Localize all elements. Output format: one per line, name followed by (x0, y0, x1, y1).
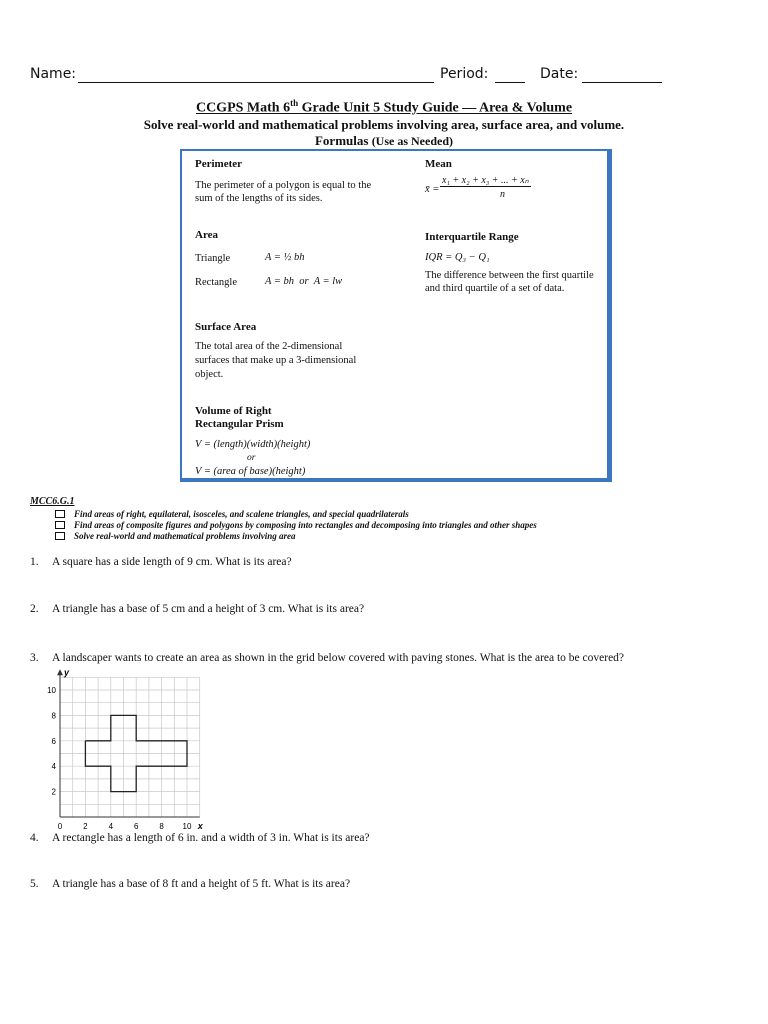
x-tick-labels (58, 822, 192, 831)
mean-heading: Mean (425, 158, 452, 170)
name-blank[interactable] (78, 82, 434, 83)
surface-text-2: surfaces that make up a 3-dimensional (195, 355, 357, 366)
surface-text-1: The total area of the 2-dimensional (195, 341, 343, 352)
rectangle-label: Rectangle (195, 277, 237, 288)
date-label: Date: (540, 66, 579, 82)
iqr-text-2: and third quartile of a set of data. (425, 283, 565, 294)
perimeter-text-1: The perimeter of a polygon is equal to the (195, 180, 372, 191)
y-tick-label: 4 (51, 762, 56, 772)
question-2: 2. A triangle has a base of 5 cm and a height of 3 cm. What is its area? (30, 603, 365, 615)
area-heading: Area (195, 229, 219, 241)
triangle-formula: A = ½ bh (265, 252, 305, 263)
iqr-text-1: The difference between the first quartile (425, 270, 594, 281)
x-tick-label: 4 (108, 822, 114, 831)
page-title: CCGPS Math 6th Grade Unit 5 Study Guide — Area & Volume (195, 98, 573, 116)
objective-item: Solve real-world and mathematical problems involving area (55, 531, 296, 541)
x-tick-label: 0 (57, 822, 63, 831)
grid-lines (60, 677, 200, 817)
x-tick-label: 10 (182, 822, 192, 831)
x-tick-label: 2 (83, 822, 88, 831)
period-label: Period: (440, 66, 489, 82)
x-tick-label: 6 (133, 822, 139, 831)
period-blank[interactable] (495, 82, 525, 83)
volume-or: or (247, 453, 256, 463)
y-tick-label: 2 (51, 787, 56, 797)
rectangle-formula: A = bh or A = lw (265, 276, 343, 287)
objective-checkbox[interactable] (55, 521, 65, 529)
mean-lhs: x̄ = (425, 184, 440, 195)
question-3: 3. A landscaper wants to create an area as shown in the grid below covered with paving stones. What is the area to be covered? (30, 652, 625, 664)
triangle-label: Triangle (195, 253, 231, 264)
mean-numerator: x₁ + x₂ + x₃ + ... + xₙ (442, 175, 529, 186)
y-tick-labels (47, 686, 56, 797)
objective-checkbox[interactable] (55, 532, 65, 540)
objective-item: Find areas of composite figures and polygons by composing into rectangles and decomposing into triangles and other shapes (55, 520, 537, 530)
mean-denominator: n (500, 189, 505, 200)
coordinate-grid (40, 664, 220, 834)
surface-text-3: object. (195, 369, 224, 380)
question-5: 5. A triangle has a base of 8 ft and a height of 5 ft. What is its area? (30, 878, 351, 890)
surface-area-heading: Surface Area (195, 321, 257, 333)
date-blank[interactable] (582, 82, 662, 83)
iqr-formula: IQR = Q₃ − Q₁ (425, 252, 490, 263)
objective-item: Find areas of right, equilateral, isosceles, and scalene triangles, and special quadrilaterals (55, 509, 409, 519)
y-tick-label: 6 (51, 736, 56, 746)
question-4: 4. A rectangle has a length of 6 in. and a width of 3 in. What is its area? (30, 832, 370, 844)
y-tick-label: 10 (47, 686, 56, 695)
perimeter-text-2: sum of the lengths of its sides. (195, 193, 323, 204)
y-axis-label: y (64, 667, 70, 678)
name-label: Name: (30, 66, 77, 82)
formula-reference-box (180, 149, 612, 482)
question-1: 1. A square has a side length of 9 cm. What is its area? (30, 556, 292, 568)
standard-code: MCC6.G.1 (30, 496, 75, 507)
volume-formula-1: V = (length)(width)(height) (195, 439, 311, 450)
volume-heading-2: Rectangular Prism (195, 418, 284, 430)
x-axis-label: x (197, 821, 203, 831)
x-tick-label: 8 (159, 822, 164, 831)
page-subtitle: Solve real-world and mathematical problems involving area, surface area, and volume. (143, 117, 625, 132)
y-axis-arrow (57, 669, 63, 675)
y-tick-label: 8 (51, 711, 56, 721)
volume-formula-2: V = (area of base)(height) (195, 466, 306, 477)
perimeter-heading: Perimeter (195, 158, 243, 170)
objective-checkbox[interactable] (55, 510, 65, 518)
formulas-heading: Formulas (Use as Needed) (314, 133, 454, 148)
iqr-heading: Interquartile Range (425, 231, 519, 243)
volume-heading-1: Volume of Right (195, 405, 272, 417)
